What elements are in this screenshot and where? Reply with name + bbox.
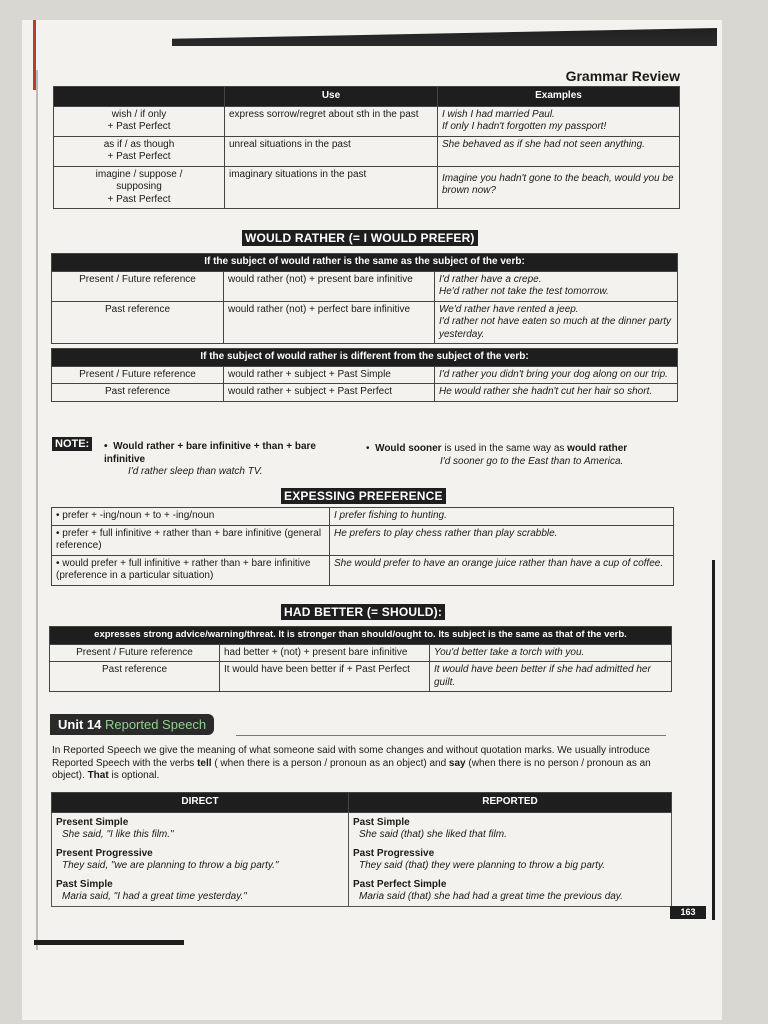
bullet-icon: • xyxy=(366,443,376,454)
table-row xyxy=(52,301,678,344)
preference-title: EXPESSING PREFERENCE xyxy=(281,488,446,504)
reference-cell: Present / Future reference xyxy=(50,644,220,662)
unit-number: Unit 14 xyxy=(58,717,102,732)
reported-example: She said (that) she liked that film. xyxy=(359,829,507,840)
intro-say: say xyxy=(448,757,466,769)
reported-header: REPORTED xyxy=(349,793,672,813)
example-cell: She behaved as if she had not seen anything. xyxy=(438,136,680,166)
form-cell: • would prefer + full infinitive + rather than + bare infinitive (preference in a particular situation) xyxy=(52,555,330,585)
use-cell: unreal situations in the past xyxy=(225,136,438,166)
diff-subject-header: If the subject of would rather is different from the subject of the verb: xyxy=(52,349,678,367)
would-rather-diff-table xyxy=(51,348,678,402)
intro-text: In Reported Speech we give the meaning of what someone said with some changes and without quotation marks. We usually introduce Reported Speech with the verbs xyxy=(52,745,650,769)
direct-example: She said, "I like this film." xyxy=(62,829,174,840)
note-item-2 xyxy=(366,443,666,456)
table-header-use: Use xyxy=(225,87,438,107)
same-subject-header: If the subject of would rather is the same as the subject of the verb: xyxy=(52,254,678,272)
note-item-2-text: is used in the same way as xyxy=(441,443,568,454)
table-row xyxy=(52,555,674,585)
direct-tense: Past Simple xyxy=(56,878,113,890)
form-cell: wish / if only + Past Perfect xyxy=(54,106,225,136)
form-cell: had better + (not) + present bare infinitive xyxy=(220,644,430,662)
reference-cell: Past reference xyxy=(50,662,220,692)
table-row xyxy=(50,662,672,692)
table-row xyxy=(52,525,674,555)
wish-table xyxy=(53,86,680,209)
had-better-title: HAD BETTER (= SHOULD): xyxy=(281,604,445,620)
unit-badge xyxy=(50,714,214,735)
example-cell: You'd better take a torch with you. xyxy=(430,644,672,662)
unit-title: Reported Speech xyxy=(104,717,207,732)
example-cell: He would rather she hadn't cut her hair so short. xyxy=(435,384,678,402)
unit-divider xyxy=(236,735,666,736)
left-margin-line xyxy=(36,70,38,950)
form-cell: as if / as though + Past Perfect xyxy=(54,136,225,166)
example-cell: I wish I had married Paul. If only I hadn't forgotten my passport! xyxy=(438,106,680,136)
reference-cell: Present / Future reference xyxy=(52,271,224,301)
example-cell: He prefers to play chess rather than play scrabble. xyxy=(330,525,674,555)
example-cell: It would have been better if she had admitted her guilt. xyxy=(430,662,672,692)
direct-tense: Present Simple xyxy=(56,816,129,828)
direct-header: DIRECT xyxy=(52,793,349,813)
form-cell: It would have been better if + Past Perfect xyxy=(220,662,430,692)
unit-intro xyxy=(52,745,668,783)
page-number: 163 xyxy=(670,906,706,919)
reference-cell: Past reference xyxy=(52,301,224,344)
example-cell: We'd rather have rented a jeep. I'd rather not have eaten so much at the dinner party yesterday. xyxy=(435,301,678,344)
direct-tense: Present Progressive xyxy=(56,847,153,859)
reported-example: Maria said (that) she had had a great time the previous day. xyxy=(359,891,623,902)
intro-text-4: is optional. xyxy=(108,770,160,781)
form-cell: would rather (not) + present bare infinitive xyxy=(224,271,435,301)
intro-text-2: ( when there is a person / pronoun as an object) and xyxy=(211,757,449,769)
table-row xyxy=(54,136,680,166)
form-cell: would rather + subject + Past Perfect xyxy=(224,384,435,402)
bullet-icon: • xyxy=(104,441,114,452)
table-row xyxy=(54,106,680,136)
form-cell: would rather + subject + Past Simple xyxy=(224,366,435,384)
table-header-empty xyxy=(54,87,225,107)
intro-text-3: (when there is no person / pronoun as an object). xyxy=(52,757,651,781)
table-row xyxy=(52,384,678,402)
form-cell: would rather (not) + perfect bare infinitive xyxy=(224,301,435,344)
note-item-1-example: I'd rather sleep than watch TV. xyxy=(128,466,263,477)
reported-tense: Past Perfect Simple xyxy=(353,878,447,890)
reported-tense: Past Progressive xyxy=(353,847,435,859)
intro-that: That xyxy=(87,770,109,781)
bottom-decorative-bar xyxy=(34,940,184,945)
reference-cell: Present / Future reference xyxy=(52,366,224,384)
example-cell: I'd rather you didn't bring your dog along on our trip. xyxy=(435,366,678,384)
note-item-1 xyxy=(104,441,344,466)
note-item-2-bold-2: would rather xyxy=(567,443,628,454)
would-rather-title: WOULD RATHER (= I WOULD PREFER) xyxy=(242,230,478,246)
reported-speech-table xyxy=(51,792,672,907)
table-header-examples: Examples xyxy=(438,87,680,107)
table-row xyxy=(50,644,672,662)
example-cell: Imagine you hadn't gone to the beach, would you be brown now? xyxy=(438,166,680,209)
example-cell: I prefer fishing to hunting. xyxy=(330,508,674,526)
table-row xyxy=(54,166,680,209)
direct-example: Maria said, "I had a great time yesterday." xyxy=(62,891,247,902)
reported-tense: Past Simple xyxy=(353,816,410,828)
example-cell: I'd rather have a crepe. He'd rather not take the test tomorrow. xyxy=(435,271,678,301)
table-row xyxy=(52,508,674,526)
use-cell: express sorrow/regret about sth in the past xyxy=(225,106,438,136)
had-better-header: expresses strong advice/warning/threat. It is stronger than should/ought to. Its subject is the same as that of the verb. xyxy=(50,627,672,645)
intro-tell: tell xyxy=(197,757,212,769)
table-row xyxy=(52,844,672,875)
form-cell: imagine / suppose / supposing + Past Perfect xyxy=(54,166,225,209)
direct-example: They said, "we are planning to throw a big party." xyxy=(62,860,279,871)
example-cell: She would prefer to have an orange juice rather than have a cup of coffee. xyxy=(330,555,674,585)
table-row xyxy=(52,271,678,301)
preference-table xyxy=(51,507,674,586)
reference-cell: Past reference xyxy=(52,384,224,402)
use-cell: imaginary situations in the past xyxy=(225,166,438,209)
reported-example: They said (that) they were planning to throw a big party. xyxy=(359,860,606,871)
had-better-table xyxy=(49,626,672,692)
table-row xyxy=(52,875,672,907)
table-row xyxy=(52,812,672,844)
note-item-2-bold: Would sooner xyxy=(375,443,442,454)
form-cell: • prefer + -ing/noun + to + -ing/noun xyxy=(52,508,330,526)
table-row xyxy=(52,366,678,384)
would-rather-same-table xyxy=(51,253,678,344)
note-item-2-example: I'd sooner go to the East than to America. xyxy=(440,456,624,467)
note-label: NOTE: xyxy=(52,437,92,451)
note-item-1-text: Would rather + bare infinitive + than + bare infinitive xyxy=(104,441,316,465)
form-cell: • prefer + full infinitive + rather than + bare infinitive (general reference) xyxy=(52,525,330,555)
right-edge-bar xyxy=(712,560,715,920)
section-title: Grammar Review xyxy=(565,68,680,84)
